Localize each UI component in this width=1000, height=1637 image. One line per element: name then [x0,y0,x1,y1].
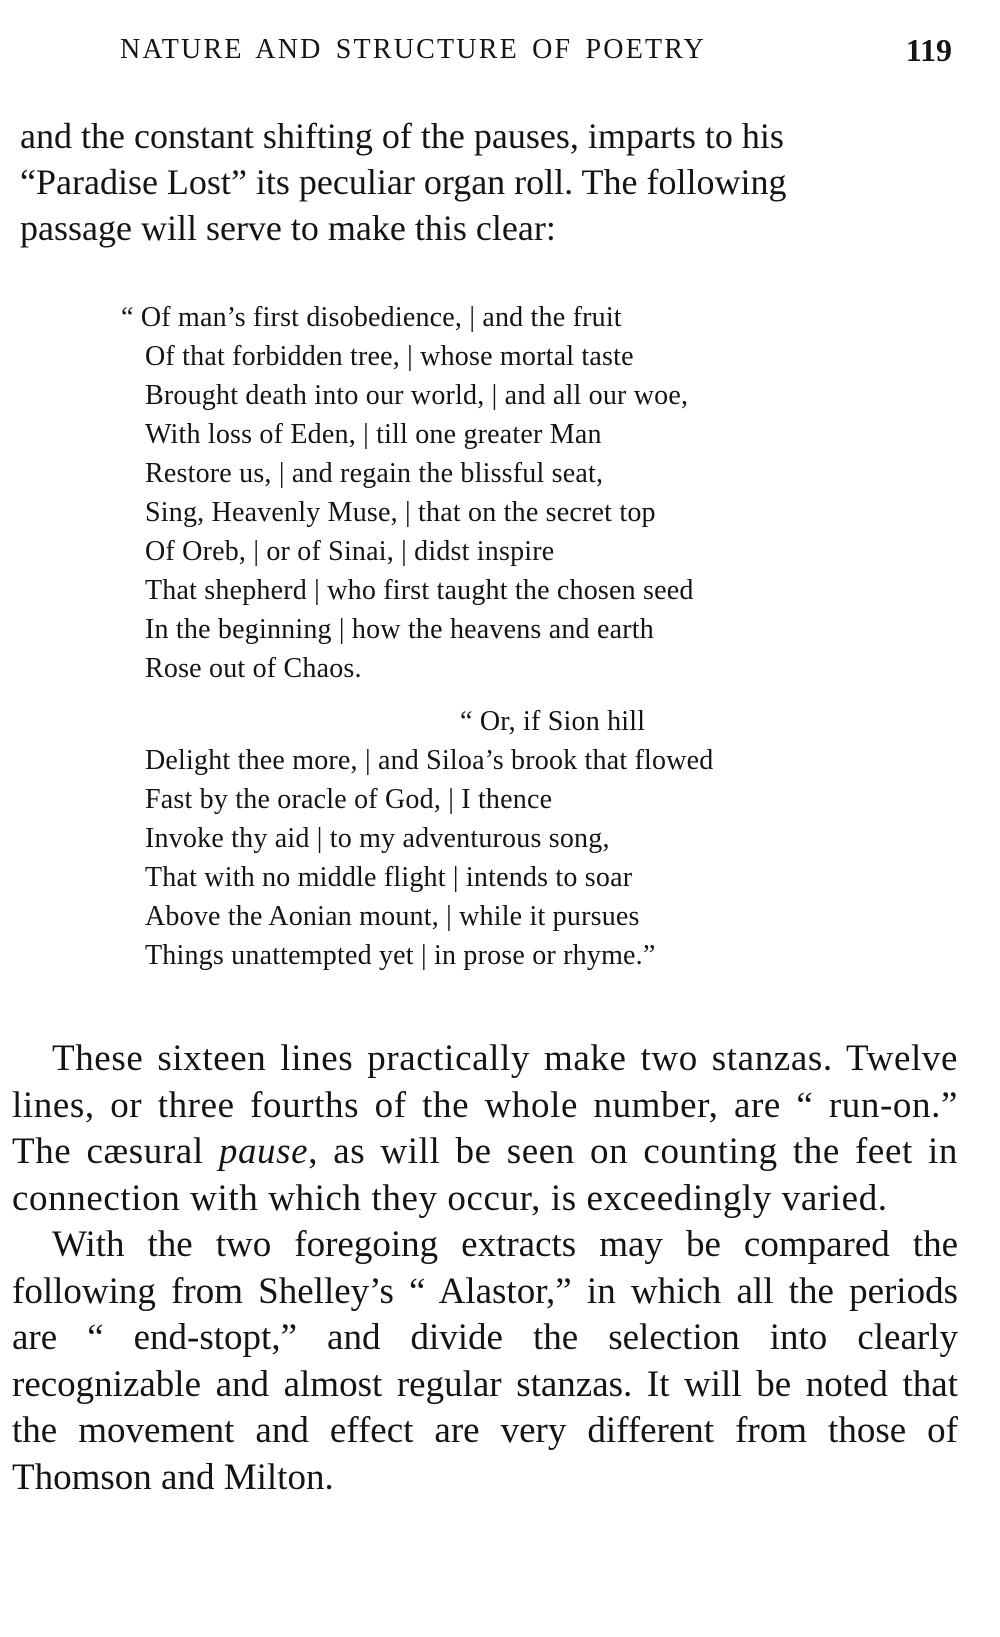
paragraph-text: , as will be seen on counting the feet in connection with which they occur, is exceedingly varied. [12,1131,958,1219]
intro-paragraph [20,113,955,251]
paragraph-stanzas [12,1036,958,1222]
verse-line: Sing, Heavenly Muse, | that on the secret top [145,497,656,528]
verse-line: Of that forbidden tree, | whose mortal taste [145,341,634,372]
poem-excerpt-part-1 [121,298,905,688]
verse-line: In the beginning | how the heavens and earth [145,614,654,645]
page-number: 119 [905,32,952,68]
verse-line: Restore us, | and regain the blissful seat, [145,458,604,489]
intro-line: “Paradise Lost” its peculiar organ roll. The following [20,162,787,202]
verse-line: Above the Aonian mount, | while it pursues [145,901,640,932]
paragraph-text: These sixteen lines practically make two stanzas. Twelve lines, or three fourths of the whole number, are “ run-on.” The cæsural [12,1038,958,1172]
verse-line: Things unattempted yet | in prose or rhyme.” [145,940,656,971]
verse-line: “ Of man’s first disobedience, | and the fruit [121,302,622,333]
page-header [0,34,1000,74]
verse-line: Delight thee more, | and Siloa’s brook that flowed [145,745,714,776]
verse-line: Rose out of Chaos. [145,653,362,684]
poem-excerpt-part-2 [145,702,905,975]
paragraph-comparison: With the two foregoing extracts may be compared the following from Shelley’s “ Alastor,” in which all the periods are “ end-stopt,” and divide the selection into clearly recognizable and almost regular stanzas. It will be noted that the movement and effect are very different from those of Thomson and Milton. [12,1224,958,1498]
verse-line: Fast by the oracle of God, | I thence [145,784,553,815]
running-head: NATURE AND STRUCTURE OF POETRY [120,34,707,65]
verse-line: With loss of Eden, | till one greater Man [145,419,602,450]
verse-line: “ Or, if Sion hill [460,706,646,737]
body-text [12,1036,958,1501]
intro-line: passage will serve to make this clear: [20,208,556,248]
verse-line: Invoke thy aid | to my adventurous song, [145,823,610,854]
verse-line: That with no middle flight | intends to soar [145,862,633,893]
verse-line: Brought death into our world, | and all our woe, [145,380,689,411]
verse-line: Of Oreb, | or of Sinai, | didst inspire [145,536,555,567]
verse-line: That shepherd | who first taught the chosen seed [145,575,694,606]
intro-line: and the constant shifting of the pauses, imparts to his [20,116,784,156]
italic-term: pause [218,1131,309,1172]
